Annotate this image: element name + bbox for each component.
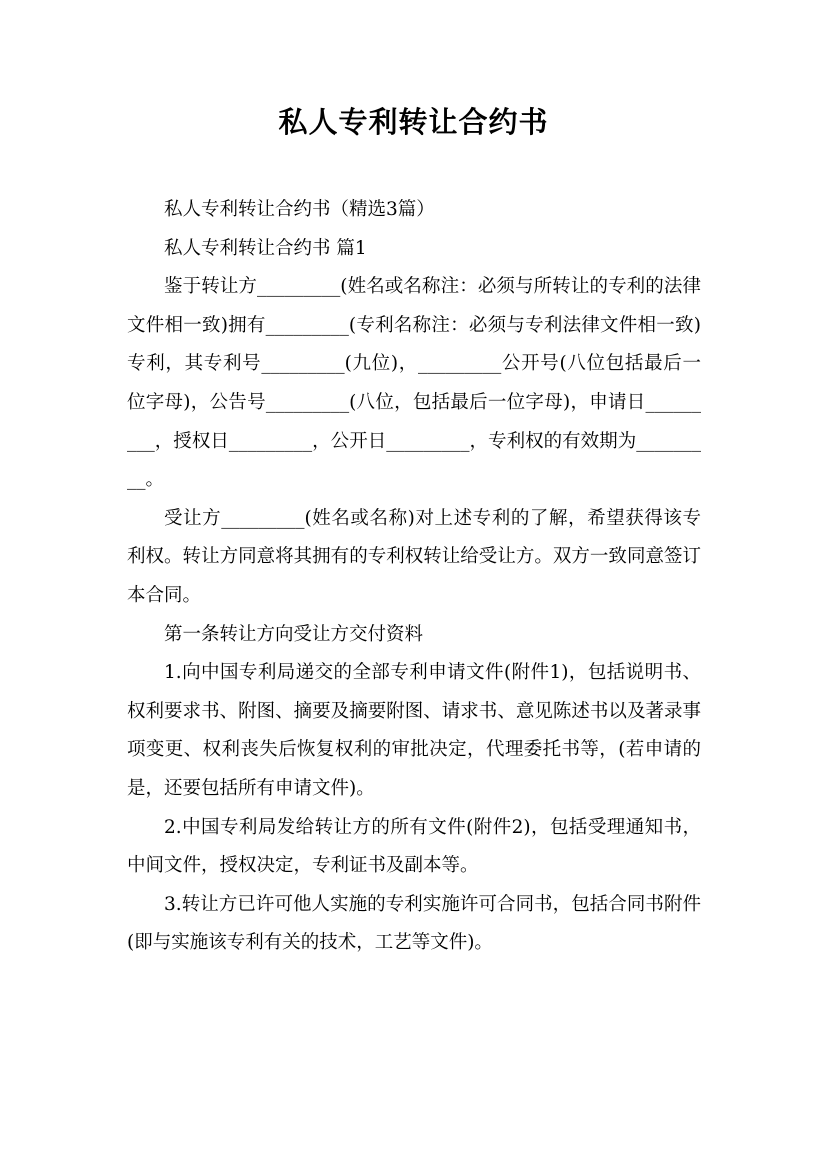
paragraph-item-2: 2.中国专利局发给转让方的所有文件(附件2)，包括受理通知书，中间文件，授权决定，专利证书及副本等。: [127, 816, 701, 877]
document-body: [127, 191, 701, 963]
document-title: 私人专利转让合约书: [278, 105, 549, 139]
paragraph-item-3: 3.转让方已许可他人实施的专利实施许可合同书，包括合同书附件(即与实施该专利有关的技术，工艺等文件)。: [127, 893, 701, 954]
paragraph-transferee: 受让方_________(姓名或名称)对上述专利的了解，希望获得该专利权。转让方同意将其拥有的专利权转让给受让方。双方一致同意签订本合同。: [127, 507, 701, 606]
paragraph-collection-heading: 私人专利转让合约书（精选3篇）: [164, 199, 435, 220]
paragraph-patent-details: 鉴于转让方_________(姓名或名称注：必须与所转让的专利的法律文件相一致)拥有_________(专利名称注：必须与专利法律文件相一致)专利，其专利号_________(九位)，_________公开号(八位包括最后一位字母)，公告号_________(八位，包括最后一位字母)，申请日_________，授权日_________，公开日_________，专利权的有效期为_________。: [127, 276, 701, 491]
paragraph-article-heading: 私人专利转让合约书 篇1: [164, 237, 367, 259]
paragraph-article-one-heading: 第一条转让方向受让方交付资料: [164, 623, 424, 645]
paragraph-item-1: 1.向中国专利局递交的全部专利申请文件(附件1)，包括说明书、权利要求书、附图、摘要及摘要附图、请求书、意见陈述书以及著录事项变更、权利丧失后恢复权利的审批决定，代理委托书等，(若申请的是，还要包括所有申请文件)。: [127, 662, 701, 799]
